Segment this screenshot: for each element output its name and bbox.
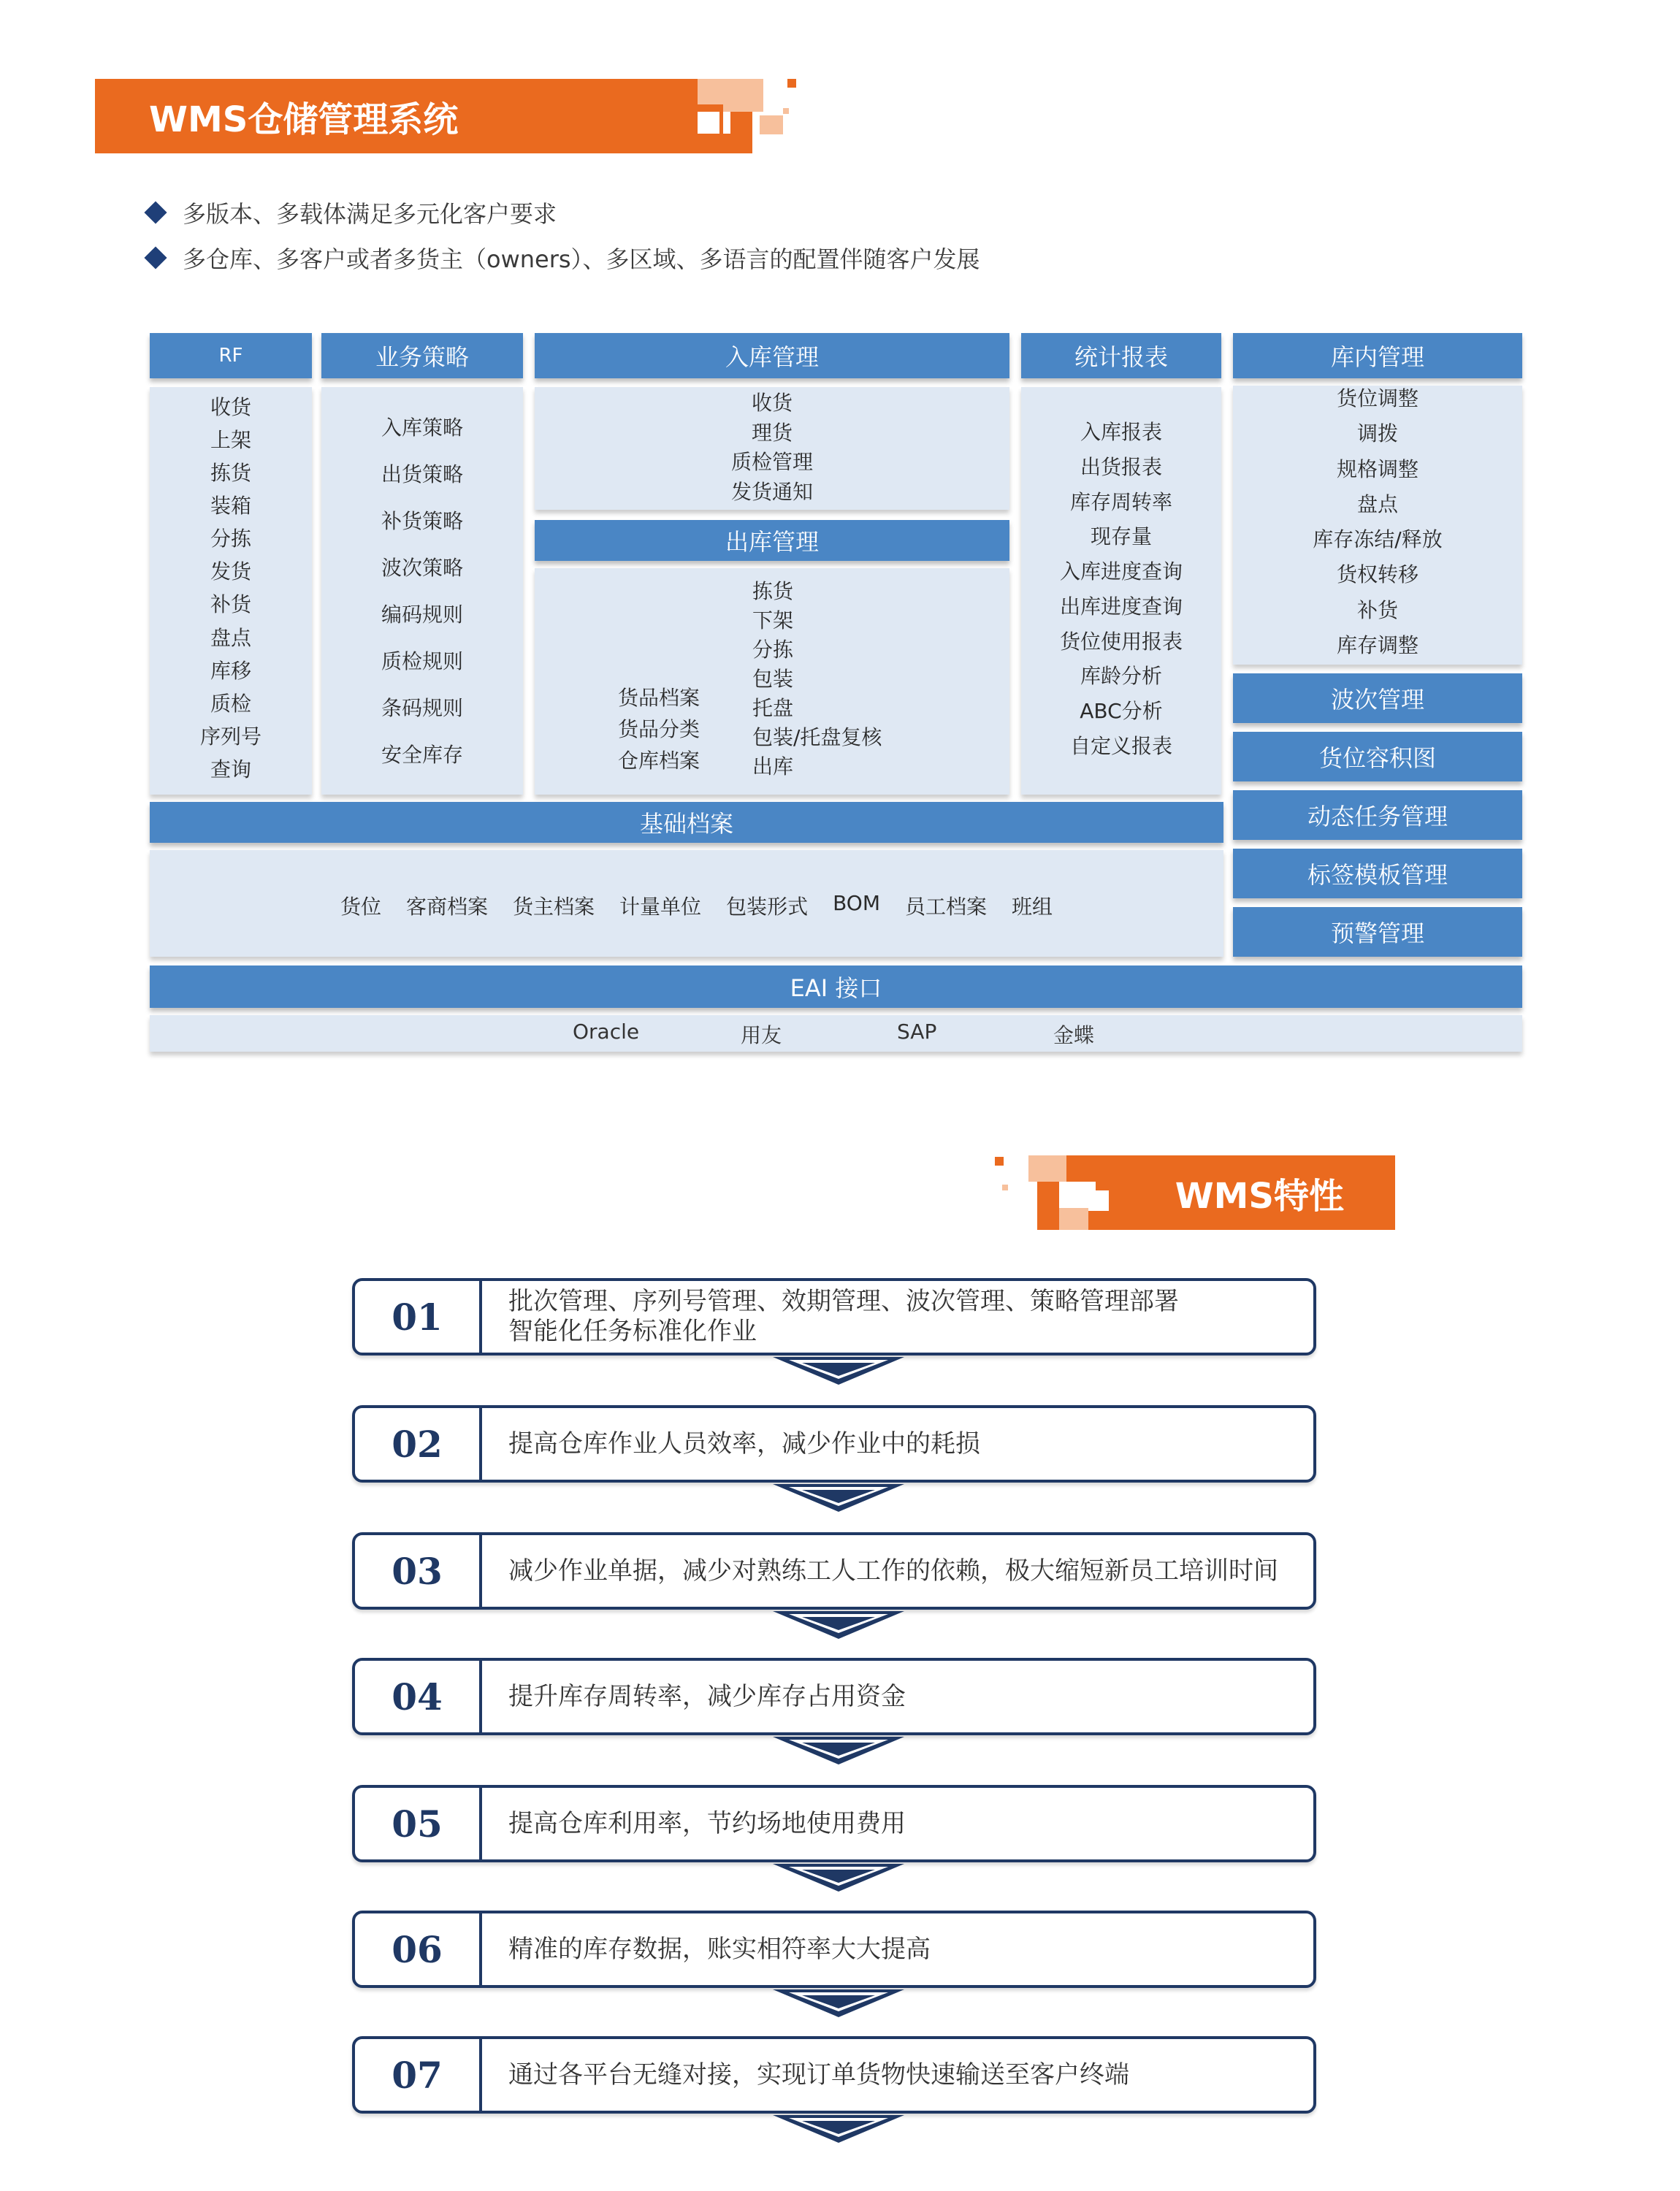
outbound-header: 出库管理 bbox=[535, 520, 1009, 561]
list-item: 出货策略 bbox=[381, 462, 463, 486]
list-item: 入库报表 bbox=[1080, 420, 1162, 444]
module-wave: 波次管理 bbox=[1233, 673, 1522, 723]
inventory-header: 库内管理 bbox=[1233, 333, 1522, 378]
feature-text: 提高仓库利用率，节约场地使用费用 bbox=[508, 1808, 906, 1838]
list-item: 库龄分析 bbox=[1080, 664, 1162, 689]
list-item: 包装形式 bbox=[726, 895, 809, 919]
list-item: 托盘 bbox=[752, 696, 794, 720]
feature-item bbox=[352, 1785, 1316, 1862]
feature-number: 06 bbox=[392, 1927, 443, 1971]
list-item: 货主档案 bbox=[513, 895, 595, 919]
list-item: 编码规则 bbox=[381, 603, 463, 627]
list-item: 质检管理 bbox=[730, 450, 813, 475]
list-item: 计量单位 bbox=[619, 895, 702, 919]
list-item: 规格调整 bbox=[1336, 456, 1419, 481]
list-item: 收货 bbox=[751, 391, 793, 415]
feature-number: 01 bbox=[392, 1295, 443, 1339]
list-item: 库存调整 bbox=[1336, 632, 1419, 657]
list-item: 客商档案 bbox=[406, 895, 489, 919]
chevron-down-icon bbox=[773, 1357, 904, 1386]
list-item: 发货 bbox=[210, 559, 251, 584]
list-item: 收货 bbox=[210, 395, 251, 419]
feature-text: 批次管理、序列号管理、效期管理、波次管理、策略管理部署 bbox=[508, 1287, 1179, 1317]
list-item: 入库进度查询 bbox=[1059, 559, 1183, 584]
outbound-left-items bbox=[618, 682, 700, 774]
feature-text: 通过各平台无缝对接，实现订单货物快速输送至客户终端 bbox=[508, 2060, 1129, 2089]
list-item: 质检 bbox=[210, 691, 251, 716]
eai-item: 金蝶 bbox=[1053, 1023, 1095, 1047]
list-item: 库移 bbox=[210, 658, 251, 683]
feature-number: 03 bbox=[392, 1549, 443, 1593]
list-item: 现存量 bbox=[1090, 524, 1152, 549]
feature-number: 04 bbox=[392, 1675, 443, 1718]
list-item: 货权转移 bbox=[1336, 562, 1419, 587]
section-title: WMS特性 bbox=[1175, 1175, 1344, 1217]
feature-item bbox=[352, 1911, 1316, 1988]
chevron-down-icon bbox=[773, 1989, 904, 2019]
list-item: 盘点 bbox=[210, 625, 251, 650]
list-item: 波次策略 bbox=[381, 556, 463, 580]
feature-item bbox=[352, 1405, 1316, 1483]
list-item: 装箱 bbox=[210, 494, 251, 519]
list-item: 包装 bbox=[752, 667, 794, 691]
list-item: 盘点 bbox=[1356, 492, 1398, 516]
list-item: 补货 bbox=[210, 592, 251, 617]
section-title-banner bbox=[95, 79, 723, 153]
feature-item bbox=[352, 2036, 1316, 2114]
list-item: 拣货 bbox=[210, 461, 251, 486]
list-item: 自定义报表 bbox=[1069, 733, 1172, 758]
eai-header: EAI 接口 bbox=[150, 966, 1522, 1008]
feature-text: 减少作业单据，减少对熟练工人工作的依赖，极大缩短新员工培训时间 bbox=[508, 1556, 1278, 1586]
bullet-item: 多版本、多载体满足多元化客户要求 bbox=[143, 196, 557, 229]
list-item: 序列号 bbox=[199, 724, 261, 749]
list-item: 拣货 bbox=[752, 579, 794, 603]
list-item: 下架 bbox=[752, 608, 794, 632]
module-dynamic-task: 动态任务管理 bbox=[1233, 790, 1522, 840]
strategy-header: 业务策略 bbox=[321, 333, 523, 378]
reports-items bbox=[1021, 422, 1221, 757]
list-item: 条码规则 bbox=[381, 696, 463, 720]
feature-item bbox=[352, 1278, 1316, 1355]
feature-number: 07 bbox=[392, 2053, 443, 2097]
list-item: BOM bbox=[833, 891, 880, 915]
list-item: 库存周转率 bbox=[1069, 489, 1172, 514]
list-item: 班组 bbox=[1012, 895, 1053, 919]
list-item: 包装/托盘复核 bbox=[752, 725, 882, 749]
feature-text: 提升库存周转率，减少库存占用资金 bbox=[508, 1681, 906, 1711]
list-item: 员工档案 bbox=[905, 895, 988, 919]
list-item: 仓库档案 bbox=[618, 749, 700, 773]
list-item: 理货 bbox=[751, 420, 793, 445]
list-item: 查询 bbox=[210, 757, 251, 781]
strategy-items bbox=[321, 418, 523, 765]
eai-panel bbox=[150, 1015, 1522, 1052]
list-item: 调拨 bbox=[1356, 421, 1398, 446]
module-location-volume: 货位容积图 bbox=[1233, 732, 1522, 781]
feature-item bbox=[352, 1658, 1316, 1735]
chevron-down-icon bbox=[773, 1864, 904, 1893]
rf-header: RF bbox=[150, 333, 312, 378]
feature-number: 02 bbox=[392, 1422, 443, 1466]
inbound-header: 入库管理 bbox=[535, 333, 1009, 378]
list-item: 货品分类 bbox=[618, 717, 700, 741]
chevron-down-icon bbox=[773, 1611, 904, 1640]
list-item: 入库策略 bbox=[381, 416, 463, 440]
list-item: 分拣 bbox=[210, 527, 251, 551]
rf-items bbox=[150, 397, 312, 780]
list-item: 货位调整 bbox=[1336, 386, 1419, 410]
feature-text: 智能化任务标准化作业 bbox=[508, 1317, 757, 1346]
list-item: 质检规则 bbox=[381, 649, 463, 673]
bullet-item: 多仓库、多客户或者多货主（owners）、多区域、多语言的配置伴随客户发展 bbox=[143, 241, 980, 275]
list-item: 货品档案 bbox=[618, 686, 700, 710]
list-item: 补货策略 bbox=[381, 509, 463, 533]
reports-header: 统计报表 bbox=[1021, 333, 1221, 378]
list-item: 分拣 bbox=[752, 638, 794, 662]
module-label-template: 标签模板管理 bbox=[1233, 849, 1522, 898]
chevron-down-icon bbox=[773, 1737, 904, 1766]
list-item: 发货通知 bbox=[730, 479, 813, 504]
eai-item: 用友 bbox=[741, 1023, 782, 1047]
basic-header: 基础档案 bbox=[150, 802, 1223, 843]
eai-item: SAP bbox=[897, 1020, 937, 1044]
eai-item: Oracle bbox=[573, 1020, 640, 1044]
diamond-bullet-icon bbox=[144, 246, 167, 269]
list-item: 货位 bbox=[340, 895, 382, 919]
feature-text: 提高仓库作业人员效率，减少作业中的耗损 bbox=[508, 1429, 980, 1458]
feature-item bbox=[352, 1532, 1316, 1610]
diamond-bullet-icon bbox=[144, 201, 167, 223]
list-item: 出库 bbox=[752, 754, 794, 779]
module-alert: 预警管理 bbox=[1233, 907, 1522, 957]
list-item: 货位使用报表 bbox=[1059, 629, 1183, 654]
basic-items bbox=[340, 891, 1053, 920]
list-item: 补货 bbox=[1356, 597, 1398, 622]
chevron-down-icon bbox=[773, 2115, 904, 2144]
inventory-items bbox=[1233, 386, 1522, 657]
feature-text: 精准的库存数据，账实相符率大大提高 bbox=[508, 1934, 931, 1964]
feature-number: 05 bbox=[392, 1802, 443, 1846]
list-item: 安全库存 bbox=[381, 743, 463, 767]
inbound-items bbox=[535, 393, 1009, 502]
list-item: 上架 bbox=[210, 428, 251, 453]
list-item: ABC分析 bbox=[1080, 699, 1163, 724]
list-item: 出库进度查询 bbox=[1059, 594, 1183, 619]
section-title: WMS仓储管理系统 bbox=[149, 99, 459, 140]
list-item: 库存冻结/释放 bbox=[1313, 527, 1443, 552]
list-item: 出货报表 bbox=[1080, 454, 1162, 479]
outbound-items bbox=[752, 576, 882, 779]
chevron-down-icon bbox=[773, 1484, 904, 1513]
